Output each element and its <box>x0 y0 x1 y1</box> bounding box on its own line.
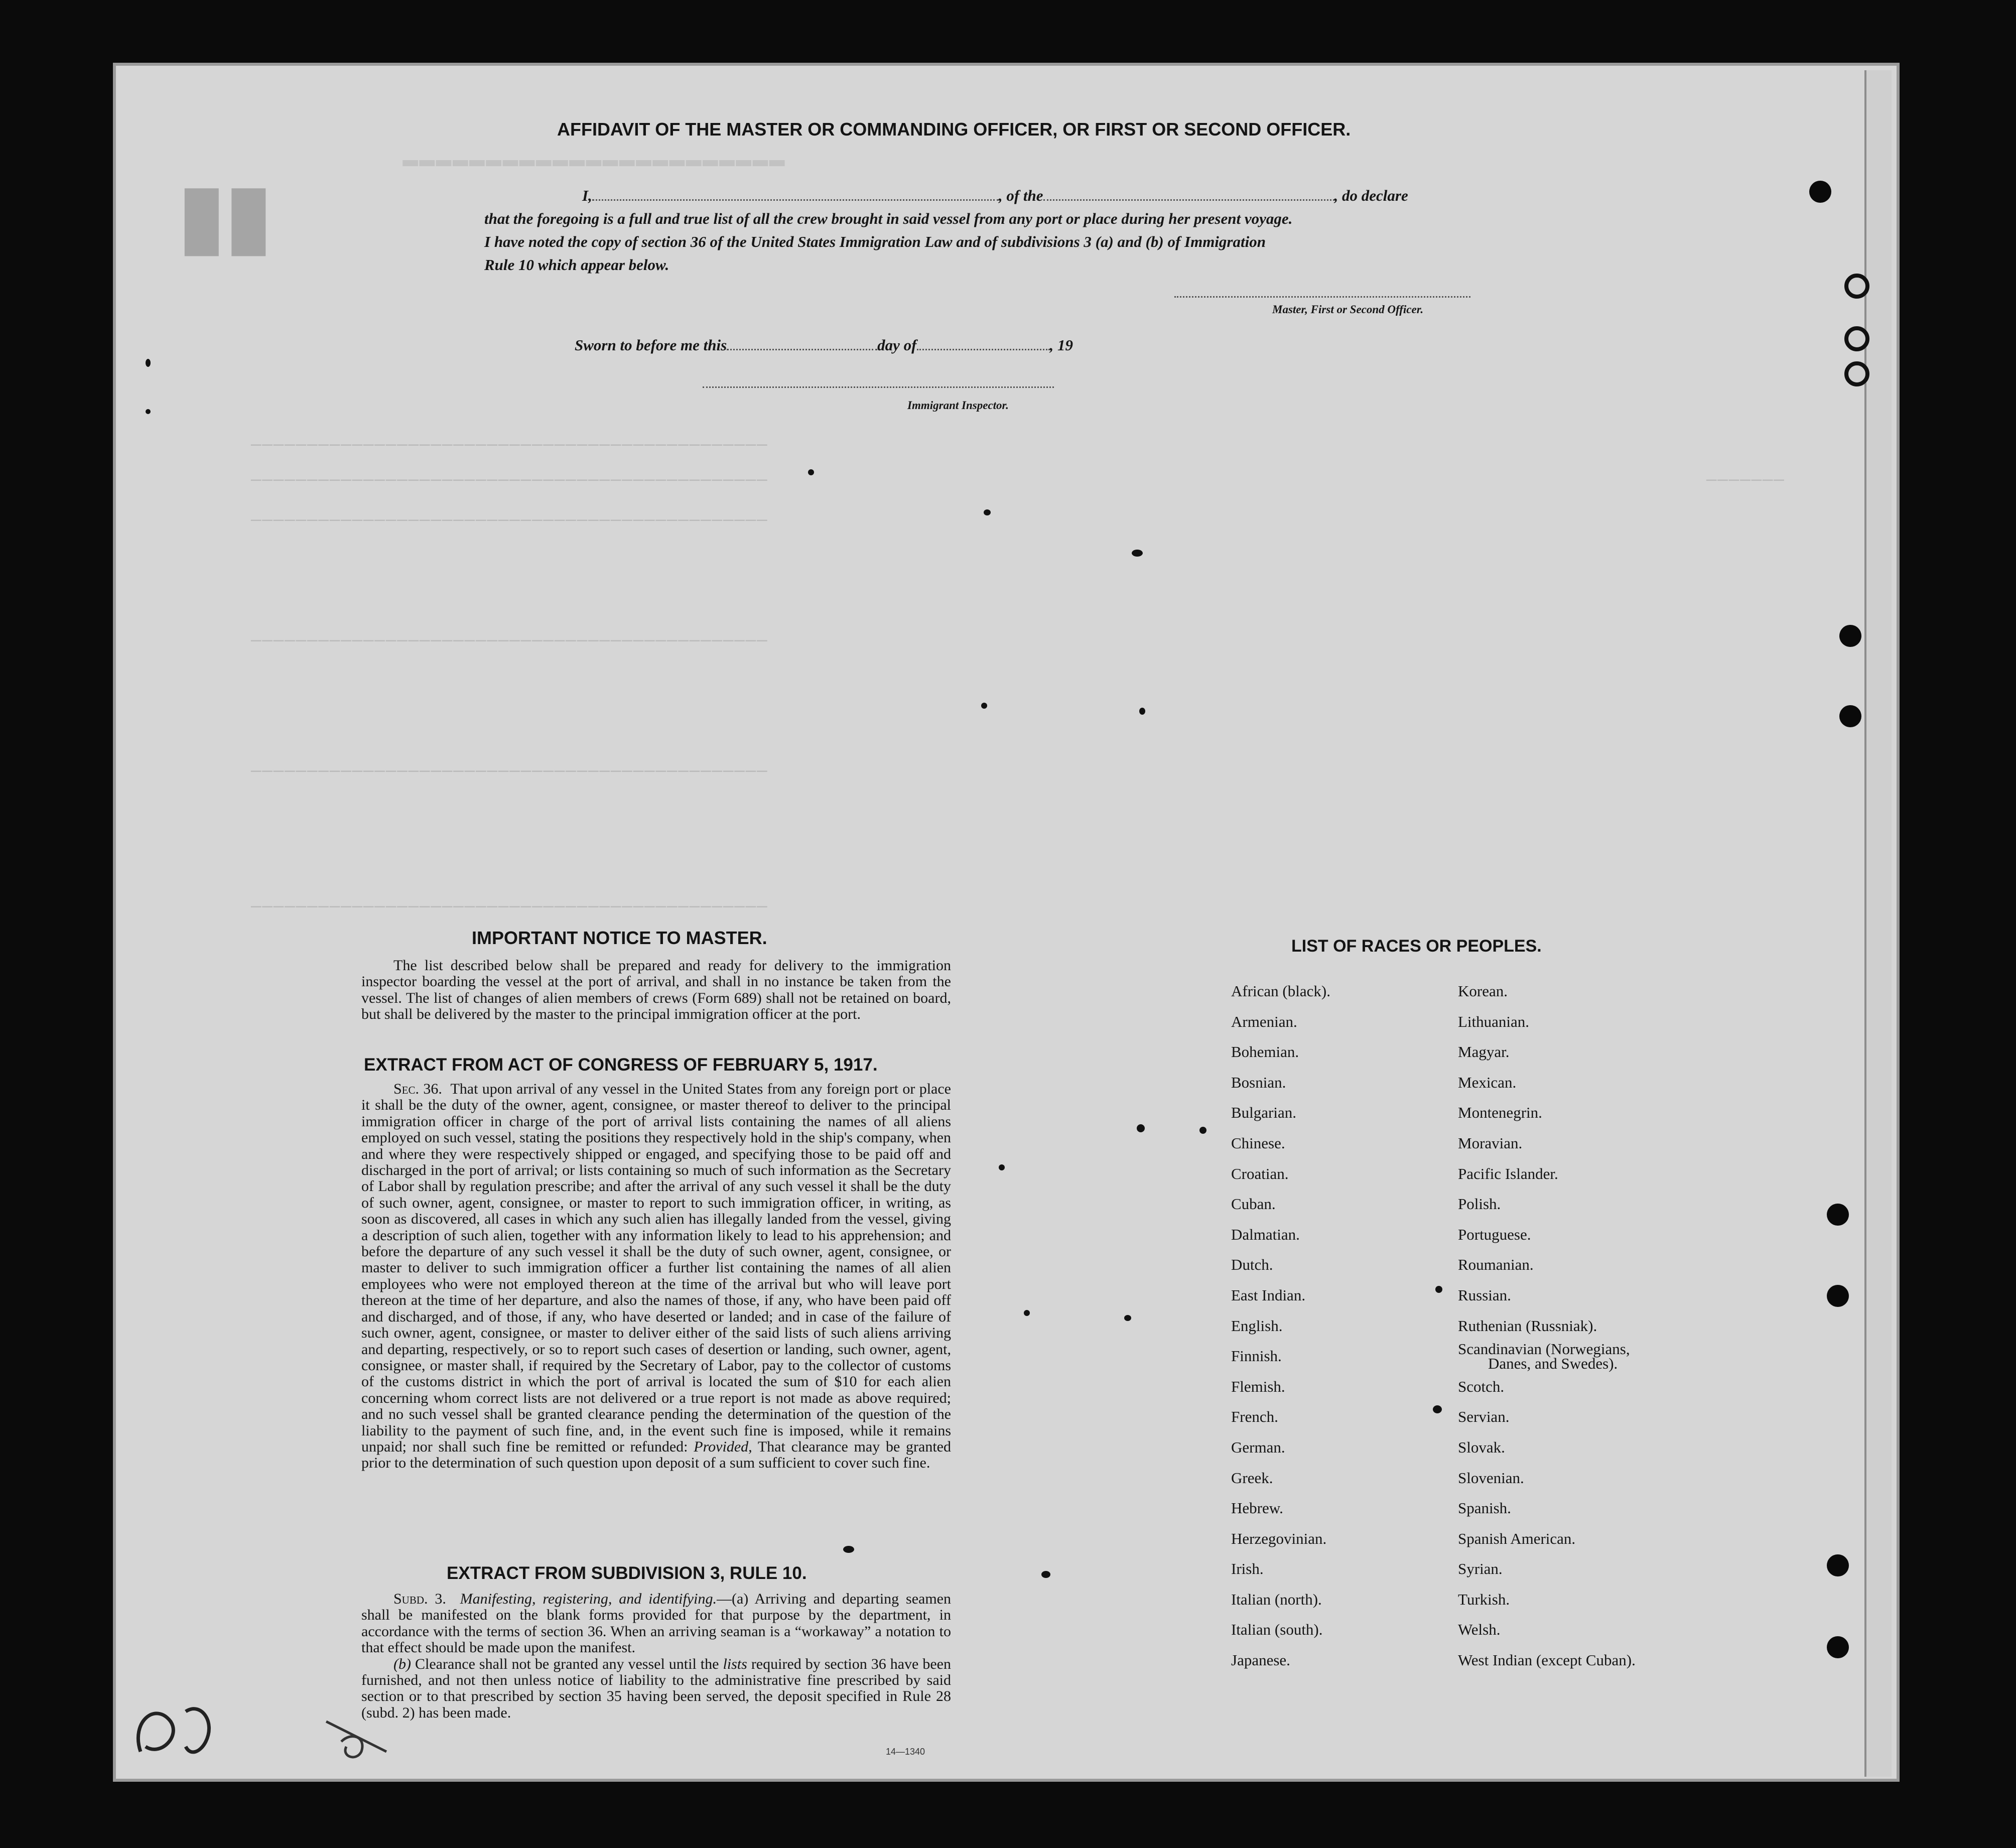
bleed-through-heading: ▬▬▬▬▬▬▬▬▬▬▬▬▬▬▬▬▬▬▬▬▬▬▬ <box>401 146 785 175</box>
affidavit-line-4: Rule 10 which appear below. <box>484 256 669 274</box>
race-item: Syrian. <box>1458 1560 1503 1578</box>
bleed-through-row: ────────────────────────────────────────────── <box>251 472 768 491</box>
notice-text: The list described below shall be prepared and ready for delivery to the immigration inspector boarding the vessel at the port of arrival, and shall in no instance be taken from the vessel. The list of changes of alien members of crews (Form 689) shall not be retained on board, but shall be delivered by the master to the principal immigration officer at the port. <box>361 957 951 1023</box>
races-title: LIST OF RACES OR PEOPLES. <box>1291 937 1542 956</box>
punch-hole <box>1809 181 1831 203</box>
race-item: West Indian (except Cuban). <box>1458 1651 1636 1669</box>
race-item: Flemish. <box>1231 1377 1285 1395</box>
race-item: Scandinavian (Norwegians, <box>1458 1340 1630 1358</box>
race-item: Slovenian. <box>1458 1469 1524 1487</box>
ink-speck <box>1435 1286 1442 1293</box>
rule-extract-text: Subd. 3. Manifesting, registering, and identifying.—(a) Arriving and departing seamen shall be manifested on the blank forms provided for that purpose by the department, in accordance with the terms of section 36. When an arriving seaman is a “workaway” a notation to that effect should be made upon the manifest. (b) Clearance shall not be granted any vessel until the lists required by section 36 have been furnished, and not then unless notice of liability to the administrative fine prescribed by said section or to that prescribed by section 35 having been served, the deposit specified in Rule 28 (subd. 2) has been made. <box>361 1591 951 1721</box>
race-item: Moravian. <box>1458 1134 1523 1152</box>
race-item: Italian (north). <box>1231 1590 1322 1608</box>
ink-speck <box>808 469 814 475</box>
act-extract-text: Sec. 36. That upon arrival of any vessel in the United States from any foreign port or place it shall be the duty of the owner, agent, consignee, or master thereof to deliver to the principal immigration officer in charge of the port of arrival lists containing the names of all aliens employed on such vessel, stating the positions they respectively hold in the ship's company, when and where they were respectively shipped or engaged, and specifying those to be paid off and discharged in the port of arrival; or lists containing so much of such information as the Secretary of Labor shall by regulation prescribe; and after the arrival of any such vessel it shall be the duty of such owner, agent, consignee, or master to report to such immigration officer, in writing, as soon as discovered, all cases in which any such alien has illegally landed from the vessel, giving a description of such alien, together with any information likely to lead to his apprehension; and before the departure of any such vessel it shall be the duty of such owner, agent, consignee, or master to deliver to such immigration officer a further list containing the names of all alien employees who were not employed thereon at the time of the arrival but who will leave port thereon at the time of her departure, and also the names of those, if any, who have been paid off and discharged, and of those, if any, who have deserted or landed; and in case of the failure of such owner, agent, consignee, or master to deliver either of the said lists of such aliens arriving and departing, respectively, or so to report such cases of desertion or landing, such owner, agent, consignee, or master shall, if required by the Secretary of Labor, pay to the collector of customs of the customs district in which the port of arrival is located the sum of $10 for each alien concerning whom correct lists are not delivered or a true report is not made as above required; and no such vessel shall be granted clearance pending the determination of the question of the liability to the payment of such fine, and, in the event such fine is imposed, while it remains unpaid; nor shall such fine be remitted or refunded: Provided, That clearance may be granted prior to the determination of such question upon deposit of a sum sufficient to cover such fine. <box>361 1081 951 1472</box>
bleed-through-row: ────────────────────────────────────────────── <box>251 898 768 917</box>
race-item: Montenegrin. <box>1458 1104 1542 1122</box>
rule-extract-title: EXTRACT FROM SUBDIVISION 3, RULE 10. <box>447 1563 807 1583</box>
races-left-column <box>1231 976 1330 1676</box>
punch-hole <box>1839 625 1861 647</box>
bleed-through-row: ────────────────────────────────────────────── <box>251 763 768 782</box>
ink-speck <box>146 409 151 414</box>
master-signature-caption: Master, First or Second Officer. <box>1272 303 1424 316</box>
race-item: Bohemian. <box>1231 1043 1299 1061</box>
affidavit-line-3: I have noted the copy of section 36 of the United States Immigration Law and of subdivisions 3 (a) and (b) of Immigration <box>484 233 1266 250</box>
ink-speck <box>1124 1315 1131 1321</box>
race-item: Korean. <box>1458 982 1508 1000</box>
race-item: Chinese. <box>1231 1134 1285 1152</box>
race-item: Italian (south). <box>1231 1621 1323 1639</box>
bleed-through-stamp: ▮▮ <box>178 168 273 263</box>
race-item: Roumanian. <box>1458 1256 1534 1274</box>
race-item: Ruthenian (Russniak). <box>1458 1316 1597 1335</box>
ink-speck <box>999 1164 1005 1170</box>
bleed-through-row: ─────── <box>1706 472 1785 491</box>
race-item: Spanish American. <box>1458 1529 1576 1547</box>
ink-speck <box>1139 708 1145 715</box>
handwritten-mark <box>125 1691 236 1777</box>
race-item: Hebrew. <box>1231 1499 1283 1517</box>
ink-speck <box>1041 1571 1050 1578</box>
race-item: Lithuanian. <box>1458 1012 1530 1030</box>
race-item: Croatian. <box>1231 1164 1289 1182</box>
affidavit-line-2: that the foregoing is a full and true list of all the crew brought in said vessel from any port or place during her present voyage. <box>484 210 1293 227</box>
inspector-signature-line <box>703 386 1054 388</box>
ink-speck <box>843 1546 854 1553</box>
master-signature-line <box>1174 296 1470 298</box>
race-item: Finnish. <box>1231 1347 1282 1365</box>
race-item: Slovak. <box>1458 1438 1505 1456</box>
race-item: Servian. <box>1458 1408 1510 1426</box>
ink-speck <box>984 509 991 515</box>
ink-speck <box>1024 1310 1030 1316</box>
race-item: Spanish. <box>1458 1499 1511 1517</box>
race-item: Scotch. <box>1458 1377 1505 1395</box>
race-item: Japanese. <box>1231 1651 1290 1669</box>
race-item: Bosnian. <box>1231 1073 1286 1091</box>
race-item: English. <box>1231 1316 1283 1335</box>
sheet-edge <box>1864 70 1892 1777</box>
race-item: French. <box>1231 1408 1278 1426</box>
punch-ring <box>1844 274 1869 299</box>
race-item: Herzegovinian. <box>1231 1529 1327 1547</box>
race-item: Mexican. <box>1458 1073 1517 1091</box>
form-number: 14—1340 <box>886 1747 925 1757</box>
ink-speck <box>1199 1127 1206 1134</box>
inspector-signature-caption: Immigrant Inspector. <box>907 399 1009 412</box>
race-item: Danes, and Swedes). <box>1488 1355 1618 1373</box>
punch-hole <box>1827 1204 1849 1226</box>
race-item: Armenian. <box>1231 1012 1297 1030</box>
race-item: East Indian. <box>1231 1286 1306 1304</box>
act-extract-title: EXTRACT FROM ACT OF CONGRESS OF FEBRUARY 5, 1917. <box>364 1055 878 1075</box>
race-item: African (black). <box>1231 982 1330 1000</box>
race-item: Russian. <box>1458 1286 1511 1304</box>
ink-speck <box>1433 1405 1442 1413</box>
sworn-line: Sworn to before me this day of , 19 <box>575 336 1073 354</box>
punch-hole <box>1839 705 1861 727</box>
race-item: Greek. <box>1231 1469 1273 1487</box>
race-item: Magyar. <box>1458 1043 1510 1061</box>
ink-speck <box>146 359 151 367</box>
ink-speck <box>1137 1124 1145 1132</box>
punch-ring <box>1844 361 1869 386</box>
race-item: Pacific Islander. <box>1458 1164 1558 1182</box>
punch-hole <box>1827 1285 1849 1307</box>
race-item: Turkish. <box>1458 1590 1510 1608</box>
races-right-column <box>1458 976 1636 1676</box>
race-item: German. <box>1231 1438 1285 1456</box>
race-item: Dalmatian. <box>1231 1225 1300 1243</box>
punch-hole <box>1827 1554 1849 1576</box>
handwritten-mark <box>321 1706 396 1767</box>
race-item: Irish. <box>1231 1560 1264 1578</box>
ink-speck <box>1132 550 1143 557</box>
race-item: Welsh. <box>1458 1621 1501 1639</box>
bleed-through-row: ────────────────────────────────────────────── <box>251 437 768 456</box>
race-item: Bulgarian. <box>1231 1104 1296 1122</box>
race-item: Cuban. <box>1231 1195 1276 1213</box>
race-item: Dutch. <box>1231 1256 1273 1274</box>
bleed-through-row: ────────────────────────────────────────────── <box>251 512 768 531</box>
affidavit-title: AFFIDAVIT OF THE MASTER OR COMMANDING OFFICER, OR FIRST OR SECOND OFFICER. <box>557 119 1351 140</box>
bleed-through-row: ────────────────────────────────────────────── <box>251 632 768 651</box>
race-item: Portuguese. <box>1458 1225 1531 1243</box>
punch-hole <box>1827 1636 1849 1658</box>
affidavit-line-1: I, , of the , do declare <box>582 187 1408 204</box>
notice-title: IMPORTANT NOTICE TO MASTER. <box>472 928 767 948</box>
race-item: Polish. <box>1458 1195 1501 1213</box>
ink-speck <box>981 703 987 709</box>
punch-ring <box>1844 326 1869 351</box>
